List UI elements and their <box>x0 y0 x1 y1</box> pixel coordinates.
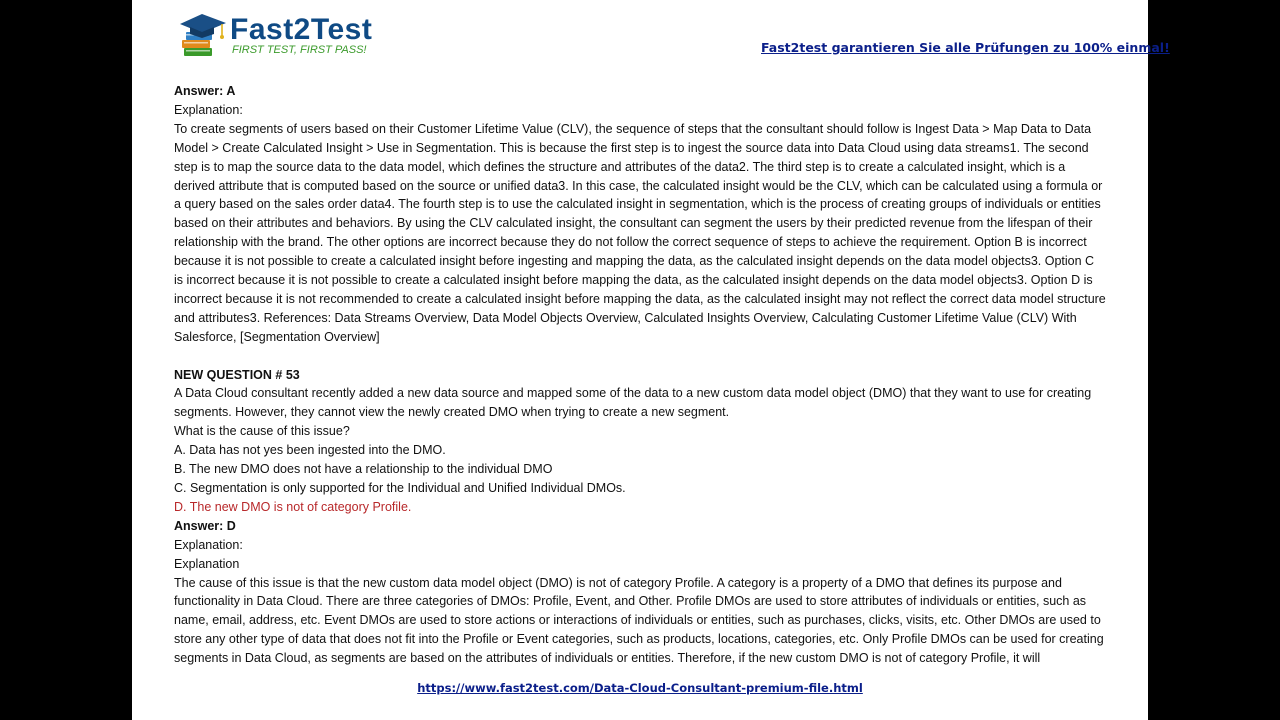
document-page <box>132 0 1170 720</box>
previous-explanation: To create segments of users based on their Customer Lifetime Value (CLV), the sequence of steps that the consultant should follow is Ingest Data > Map Data to Data Model > Create Calculated Insight > Use in Segmentation. This is because the first step is to ingest the source data into Data Cloud using data streams1. The second step is to map the source data to the data model, which defines the structure and attributes of the data2. The third step is to create a calculated insight, which is a derived attribute that is computed based on the source or unified data3. In this case, the calculated insight would be the CLV, which can be calculated using a formula or a query based on the sales order data4. The fourth step is to use the calculated insight in segmentation, which is the process of creating groups of individuals or entities based on their attributes and behaviors. By using the CLV calculated insight, the consultant can segment the users by their predicted revenue from the lifespan of their relationship with the brand. The other options are incorrect because they do not follow the correct sequence of steps to achieve the requirement. Option B is incorrect because it is not possible to create a calculated insight before ingesting and mapping the data, as the calculated insight depends on the data model objects3. Option C is incorrect because it is not possible to create a calculated insight before mapping the data, as the calculated insight depends on the data model objects3. Option D is incorrect because it is not recommended to create a calculated insight before mapping the data, as the calculated insight may not reflect the correct data model structure and attributes3. References: Data Streams Overview, Data Model Objects Overview, Calculated Insights Overview, Calculating Customer Lifetime Value (CLV) With Salesforce, [Segmentation Overview] <box>174 121 1106 344</box>
option-b: B. The new DMO does not have a relationship to the individual DMO <box>174 462 553 477</box>
footer-link[interactable]: https://www.fast2test.com/Data-Cloud-Consultant-premium-file.html <box>417 681 863 695</box>
question-explanation: The cause of this issue is that the new custom data model object (DMO) is not of category Profile. A category is a property of a DMO that defines its purpose and functionality in Data Cloud. There are three categories of DMOs: Profile, Event, and Other. Profile DMOs are used to store attributes of individuals or entities, such as name, email, address, etc. Event DMOs are used to store actions or interactions of individuals or entities, such as purchases, clicks, visits, etc. Other DMOs are used to store any other type of data that does not fit into the Profile or Event categories, such as products, locations, categories, etc. Only Profile DMOs can be used for creating segments in Data Cloud, as segments are based on the attributes of individuals or entities. Therefore, if the new custom DMO is not of category Profile, it will <box>174 575 1104 666</box>
graduation-cap-books-icon <box>178 12 230 62</box>
question-prompt: What is the cause of this issue? <box>174 424 350 439</box>
brand-tagline: FIRST TEST, FIRST PASS! <box>232 44 367 56</box>
document-body <box>174 82 1106 668</box>
option-d-correct: D. The new DMO is not of category Profile. <box>174 499 412 514</box>
option-a: A. Data has not yes been ingested into the DMO. <box>174 443 446 458</box>
question-heading: NEW QUESTION # 53 <box>174 367 300 382</box>
brand-name: Fast2Test <box>230 13 373 46</box>
previous-answer: Answer: A <box>174 84 236 98</box>
explanation-label-2: Explanation <box>174 556 240 571</box>
option-c: C. Segmentation is only supported for the Individual and Unified Individual DMOs. <box>174 481 626 496</box>
explanation-label: Explanation: <box>174 537 243 552</box>
previous-explanation-label: Explanation: <box>174 102 243 117</box>
fast2test-logo <box>178 12 378 62</box>
question-answer: Answer: D <box>174 518 236 533</box>
question-stem: A Data Cloud consultant recently added a new data source and mapped some of the data to a new custom data model object (DMO) that they want to use for creating segments. However, they cannot view the newly created DMO when trying to create a new segment. <box>174 386 1092 420</box>
promo-link[interactable]: Fast2test garantieren Sie alle Prüfungen zu 100% einmal! <box>761 40 1170 55</box>
